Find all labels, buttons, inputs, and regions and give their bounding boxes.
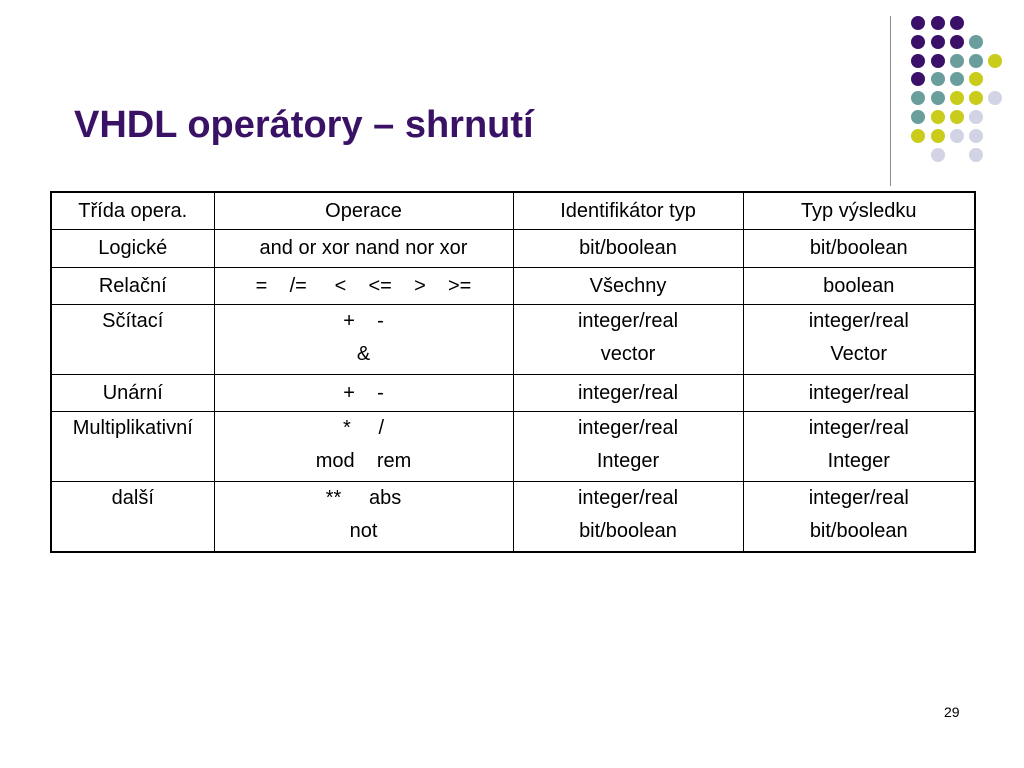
cell-line: integer/real — [808, 487, 909, 510]
identifier-type-cell — [513, 482, 743, 552]
cell-line: mod rem — [315, 450, 412, 473]
result-type-cell — [743, 482, 975, 552]
dot-decoration — [931, 110, 945, 124]
table-row — [51, 267, 975, 304]
identifier-type-cell: integer/real — [513, 374, 743, 411]
result-type-cell: integer/real — [743, 374, 975, 411]
dot-decoration — [969, 54, 983, 68]
identifier-type-cell: bit/boolean — [513, 230, 743, 267]
operators-table — [50, 191, 976, 553]
cell-line: bit/boolean — [809, 520, 908, 543]
dot-decoration — [931, 16, 945, 30]
table-row — [51, 412, 975, 482]
header-cell: Typ výsledku — [743, 192, 975, 230]
dot-decoration — [950, 110, 964, 124]
identifier-type-cell — [513, 305, 743, 375]
cell-line: ** abs — [325, 487, 402, 510]
cell-line: integer/real — [577, 417, 679, 440]
header-cell: Identifikátor typ — [513, 192, 743, 230]
dot-decoration — [950, 54, 964, 68]
class-cell: Logické — [51, 230, 214, 267]
class-cell: Relační — [51, 267, 214, 304]
dot-decoration — [911, 16, 925, 30]
dot-decoration — [931, 91, 945, 105]
dot-decoration — [911, 54, 925, 68]
header-cell: Třída opera. — [51, 192, 214, 230]
dot-decoration — [911, 72, 925, 86]
result-type-cell: bit/boolean — [743, 230, 975, 267]
dot-decoration — [988, 91, 1002, 105]
class-cell: Sčítací — [51, 305, 214, 375]
cell-line: * / — [342, 417, 385, 440]
dot-decoration — [950, 129, 964, 143]
dot-decoration — [911, 110, 925, 124]
dot-decoration — [969, 35, 983, 49]
class-cell: Multiplikativní — [51, 412, 214, 482]
cell-line: Vector — [830, 343, 888, 366]
cell-line: bit/boolean — [579, 520, 677, 543]
dot-decoration — [911, 129, 925, 143]
cell-line: & — [356, 343, 371, 366]
slide-title: VHDL operátory – shrnutí — [74, 104, 534, 146]
result-type-cell — [743, 412, 975, 482]
dot-decoration — [988, 54, 1002, 68]
table-row — [51, 230, 975, 267]
operation-cell: and or xor nand nor xor — [214, 230, 513, 267]
table-row — [51, 482, 975, 552]
dot-decoration — [911, 35, 925, 49]
operation-cell — [214, 305, 513, 375]
class-cell: další — [51, 482, 214, 552]
dot-decoration — [950, 35, 964, 49]
cell-line: integer/real — [808, 417, 909, 440]
identifier-type-cell — [513, 412, 743, 482]
dot-decoration — [931, 148, 945, 162]
result-type-cell — [743, 305, 975, 375]
cell-line: Integer — [827, 450, 890, 473]
dot-decoration — [931, 54, 945, 68]
dot-decoration — [931, 35, 945, 49]
class-cell: Unární — [51, 374, 214, 411]
dot-decoration — [969, 110, 983, 124]
operation-cell: = /= < <= > >= — [214, 267, 513, 304]
cell-line: not — [349, 520, 378, 543]
operation-cell: + - — [214, 374, 513, 411]
dot-decoration — [969, 91, 983, 105]
table-row — [51, 305, 975, 375]
cell-line: + - — [343, 310, 384, 333]
dot-decoration — [950, 91, 964, 105]
cell-line: integer/real — [808, 310, 909, 333]
cell-line: vector — [600, 343, 656, 366]
dot-decoration — [911, 91, 925, 105]
cell-line: Integer — [596, 450, 660, 473]
result-type-cell: boolean — [743, 267, 975, 304]
cell-line: integer/real — [577, 310, 679, 333]
table-row — [51, 374, 975, 411]
operation-cell — [214, 482, 513, 552]
dot-decoration — [969, 148, 983, 162]
operation-cell — [214, 412, 513, 482]
dot-decoration — [950, 72, 964, 86]
decorative-dot-grid — [0, 0, 1024, 200]
header-cell: Operace — [214, 192, 513, 230]
page-number: 29 — [944, 704, 960, 720]
dot-decoration — [950, 16, 964, 30]
table-header-row — [51, 192, 975, 230]
dot-decoration — [969, 72, 983, 86]
dot-decoration — [931, 72, 945, 86]
identifier-type-cell: Všechny — [513, 267, 743, 304]
dot-decoration — [931, 129, 945, 143]
divider-line — [890, 16, 891, 186]
cell-line: integer/real — [577, 487, 679, 510]
dot-decoration — [969, 129, 983, 143]
